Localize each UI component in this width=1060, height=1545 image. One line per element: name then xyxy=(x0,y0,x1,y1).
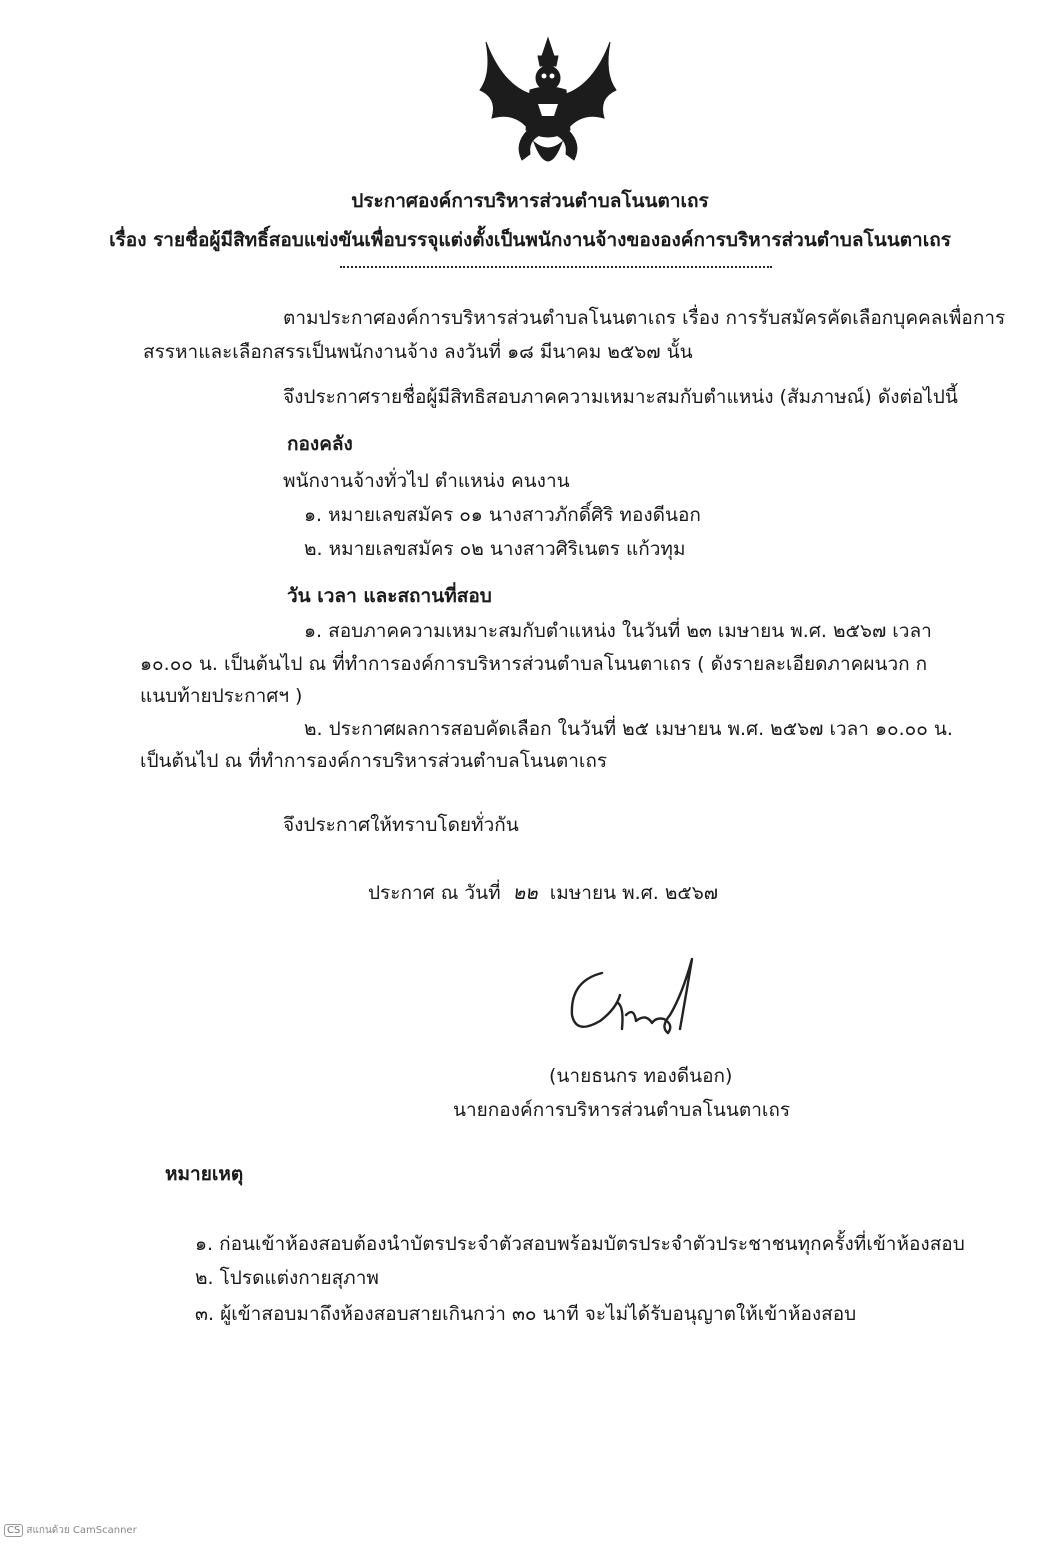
candidate-item: ๒. หมายเลขสมัคร ๐๒ นางสาวศิริเนตร แก้วทุม xyxy=(304,538,686,560)
schedule-item-2-line-1: ๒. ประกาศผลการสอบคัดเลือก ในวันที่ ๒๕ เมษายน พ.ศ. ๒๕๖๗ เวลา ๑๐.๐๐ น. xyxy=(304,718,953,740)
intro-line-3: จึงประกาศรายชื่อผู้มีสิทธิสอบภาคความเหมาะสมกับตำแหน่ง (สัมภาษณ์) ดังต่อไปนี้ xyxy=(283,386,958,408)
remark-item: ๒. โปรดแต่งกายสุภาพ xyxy=(195,1267,379,1289)
dotted-divider xyxy=(340,258,772,268)
remark-item: ๓. ผู้เข้าสอบมาถึงห้องสอบสายเกินกว่า ๓๐ นาที จะไม่ได้รับอนุญาตให้เข้าห้องสอบ xyxy=(195,1303,857,1325)
schedule-item-1-line-1: ๑. สอบภาคความเหมาะสมกับตำแหน่ง ในวันที่ ๒๓ เมษายน พ.ศ. ๒๕๖๗ เวลา xyxy=(304,620,932,642)
remark-item: ๑. ก่อนเข้าห้องสอบต้องนำบัตรประจำตัวสอบพร้อมบัตรประจำตัวประชาชนทุกครั้งที่เข้าห้องสอบ xyxy=(195,1233,965,1255)
date-suffix: เมษายน พ.ศ. ๒๕๖๗ xyxy=(549,882,719,904)
signatory-name: (นายธนกร ทองดีนอก) xyxy=(549,1065,733,1087)
intro-line-1: ตามประกาศองค์การบริหารส่วนตำบลโนนตาเถร เรื่อง การรับสมัครคัดเลือกบุคคลเพื่อการ xyxy=(283,307,1006,329)
camscanner-icon: CS xyxy=(4,1524,23,1537)
division-heading: กองคลัง xyxy=(287,433,353,455)
announcement-date xyxy=(368,881,718,905)
announcement-title: ประกาศองค์การบริหารส่วนตำบลโนนตาเถร xyxy=(351,190,709,212)
schedule-item-1-line-3: แนบท้ายประกาศฯ ) xyxy=(140,685,303,707)
date-day: ๒๒ xyxy=(512,882,538,904)
scanner-text: สแกนด้วย CamScanner xyxy=(26,1525,137,1536)
schedule-item-1-line-2: ๑๐.๐๐ น. เป็นต้นไป ณ ที่ทำการองค์การบริหารส่วนตำบลโนนตาเถร ( ดังรายละเอียดภาคผนวก ก xyxy=(140,653,928,675)
signatory-title: นายกองค์การบริหารส่วนตำบลโนนตาเถร xyxy=(453,1099,791,1121)
schedule-item-2-line-2: เป็นต้นไป ณ ที่ทำการองค์การบริหารส่วนตำบลโนนตาเถร xyxy=(140,750,608,772)
garuda-emblem xyxy=(472,34,624,180)
schedule-heading: วัน เวลา และสถานที่สอบ xyxy=(287,585,492,607)
position-line: พนักงานจ้างทั่วไป ตำแหน่ง คนงาน xyxy=(283,470,570,492)
handwritten-signature xyxy=(560,955,710,1045)
candidate-item: ๑. หมายเลขสมัคร ๐๑ นางสาวภักดิ์ศิริ ทองดีนอก xyxy=(304,504,701,526)
scanner-watermark xyxy=(4,1523,137,1538)
intro-line-2: สรรหาและเลือกสรรเป็นพนักงานจ้าง ลงวันที่ ๑๘ มีนาคม ๒๕๖๗ นั้น xyxy=(143,341,693,363)
remarks-heading: หมายเหตุ xyxy=(165,1163,244,1185)
date-prefix: ประกาศ ณ วันที่ xyxy=(368,882,501,904)
closing-notice: จึงประกาศให้ทราบโดยทั่วกัน xyxy=(283,814,519,836)
announcement-subject: เรื่อง รายชื่อผู้มีสิทธิ์สอบแข่งขันเพื่อบรรจุแต่งตั้งเป็นพนักงานจ้างขององค์การบริหารส่วนตำบลโนนตาเถร xyxy=(109,229,951,251)
